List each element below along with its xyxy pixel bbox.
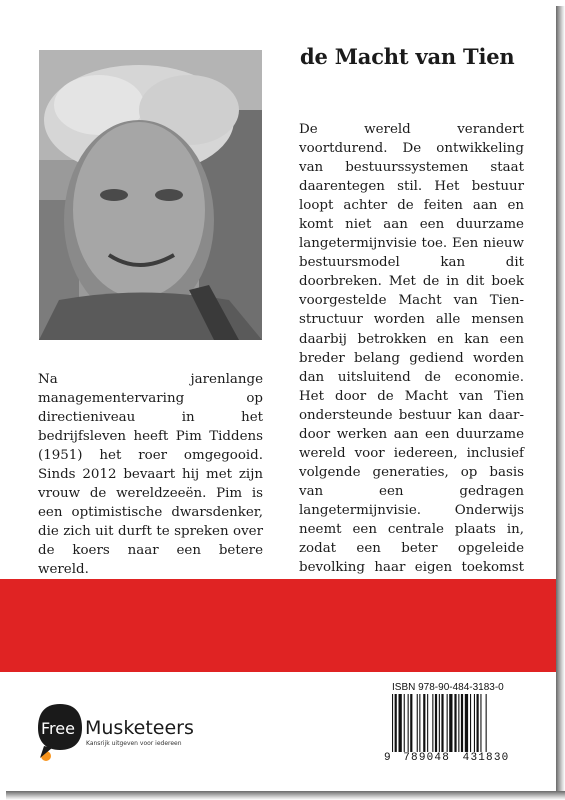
barcode-bar <box>408 694 409 752</box>
barcode-bar <box>458 694 459 752</box>
publisher-logo-musketeers: Musketeers <box>85 717 194 739</box>
red-band <box>0 579 556 672</box>
barcode-digits <box>384 752 530 764</box>
barcode-bar <box>439 694 440 752</box>
barcode-bar <box>474 694 475 752</box>
barcode-bar <box>404 694 405 752</box>
barcode-bar <box>477 694 479 752</box>
barcode-bar <box>447 694 448 752</box>
barcode-bar <box>435 694 437 752</box>
barcode-bar <box>432 694 433 752</box>
barcode-right-group: 431830 <box>462 752 510 764</box>
publisher-logo-free: Free <box>41 719 75 738</box>
isbn-label: ISBN 978-90-484-3183-0 <box>392 682 504 693</box>
cover-shadow-right <box>556 6 565 800</box>
barcode-bar <box>461 694 463 752</box>
barcode-bar <box>470 694 471 752</box>
book-blurb: De wereld verandert voortdurend. De ontwikkeling van bestuurssystemen staat daarentegen stil. Het bestuur loopt achter de feiten aan en komt niet aan een duurzame langetermijnvisie toe. Een nieuw bestuursmodel kan dit doorbreken. Met de in dit boek voorgestelde Macht van Tienstructuur worden alle mensen daarbij betrokken en kan een breder belang gediend worden dan uitsluitend de economie. Het door de Macht van Tien ondersteunde bestuur kan daardoor werken aan een duurzame wereld voor iedereen, inclusief volgende generaties, op basis van een gedragen langetermijnvisie. Onderwijs neemt een centrale plaats in, zodat een beter opgeleide bevolking haar eigen toekomst <box>299 122 524 576</box>
barcode-left-group: 789048 <box>403 752 451 764</box>
book-title: de Macht van Tien <box>300 44 515 69</box>
barcode-lead-digit: 9 <box>384 752 391 764</box>
cover-shadow-bottom <box>6 791 565 800</box>
barcode-bar <box>410 694 412 752</box>
author-portrait-image <box>39 50 262 340</box>
barcode-bar <box>417 694 418 752</box>
barcode-bar <box>423 694 425 752</box>
barcode-bars <box>392 694 522 752</box>
barcode-bar <box>465 694 468 752</box>
barcode-bar <box>441 694 443 752</box>
barcode-bar <box>395 694 397 752</box>
barcode-bar <box>486 694 487 752</box>
speech-bubble-icon <box>38 702 218 762</box>
barcode-bar <box>419 694 420 752</box>
barcode-bar <box>427 694 428 752</box>
publisher-tagline: Kansrijk uitgeven voor iedereen <box>86 740 182 747</box>
barcode-bar <box>399 694 402 752</box>
author-photo <box>39 50 262 340</box>
barcode-bar <box>480 694 481 752</box>
barcode-bar <box>449 694 452 752</box>
barcode-bar <box>454 694 456 752</box>
publisher-logo <box>38 702 218 762</box>
barcode-bar <box>392 694 393 752</box>
author-bio: Na jarenlange managementervaring op directieniveau in het bedrijfsleven heeft Pim Tiddens (1951) het roer omgegooid. Sinds 2012 bevaart hij met zijn vrouw de wereldzeeën. Pim is een optimistische dwarsdenker, die zich uit durft te spreken over de koers naar een betere wereld. <box>38 372 263 578</box>
